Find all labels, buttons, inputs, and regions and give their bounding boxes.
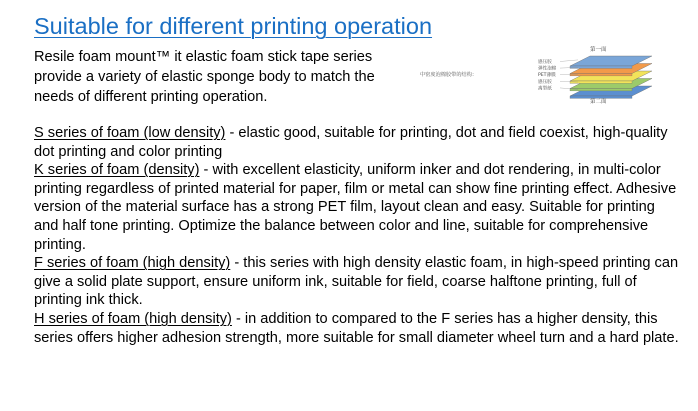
diagram-layer-edge bbox=[570, 74, 632, 76]
series-name: K series of foam (density) bbox=[34, 162, 200, 179]
series-name: H series of foam (high density) bbox=[34, 310, 232, 327]
page-title: Suitable for different printing operation bbox=[34, 13, 433, 39]
diagram-leader-line bbox=[560, 60, 578, 62]
intro-text: Resile foam mount™ it elastic foam stick tape series provide a variety of elastic sponge body to match the needs of different printing operation. bbox=[34, 49, 375, 106]
diagram-caption: 中密度泡棉胶带的结构： bbox=[420, 72, 478, 78]
diagram-layer-edge bbox=[570, 66, 632, 68]
series-list bbox=[34, 124, 682, 347]
diagram-layer-label: 感压胶 bbox=[538, 79, 552, 85]
series-description: - in addition to compared to the F series has a higher density, this series offers higher adhesion strength, more suitable for small diameter wheel turn and a hard plate. bbox=[34, 310, 679, 346]
diagram-layers bbox=[538, 56, 652, 98]
series-description: - elastic good, suitable for printing, dot and field coexist, high-quality dot printing and color printing bbox=[34, 125, 668, 160]
series-item-s bbox=[34, 124, 682, 161]
diagram-bottom-label: 第二面 bbox=[590, 99, 607, 105]
diagram-layer-edge bbox=[570, 96, 632, 98]
series-name: F series of foam (high density) bbox=[34, 255, 231, 272]
diagram-layer-label: 感压胶 bbox=[538, 60, 552, 65]
series-description: - this series with high density elastic foam, in high-speed printing can give a solid plate support, ensure uniform ink, suitable for field, coarse halftone printing, full of printing ink thick. bbox=[34, 255, 679, 309]
diagram-layer-label: PET薄膜 bbox=[538, 73, 556, 79]
series-description: - with excellent elasticity, uniform inker and dot rendering, in multi-color printing regardless of printed material for paper, film or metal can show fine printing effect. Adhesive version of the material surface has a strong PET film, layout clean and easy. Suitable for printing and half tone printing. Optimize the balance between color and line, suitable for comprehensive printing. bbox=[34, 162, 677, 253]
series-name: S series of foam (low density) bbox=[34, 125, 226, 141]
intro-paragraph bbox=[34, 47, 418, 108]
series-item-f bbox=[34, 254, 682, 310]
foam-tape-structure-diagram bbox=[420, 42, 656, 108]
diagram-top-label: 第一面 bbox=[590, 47, 607, 53]
diagram-layer-edge bbox=[570, 89, 632, 91]
series-item-h bbox=[34, 310, 682, 347]
diagram-layer-label: 弹性泡棉 bbox=[538, 66, 557, 72]
diagram-layer-label: 离型纸 bbox=[538, 86, 552, 92]
diagram-layer-edge bbox=[570, 81, 632, 83]
series-item-k bbox=[34, 161, 682, 254]
